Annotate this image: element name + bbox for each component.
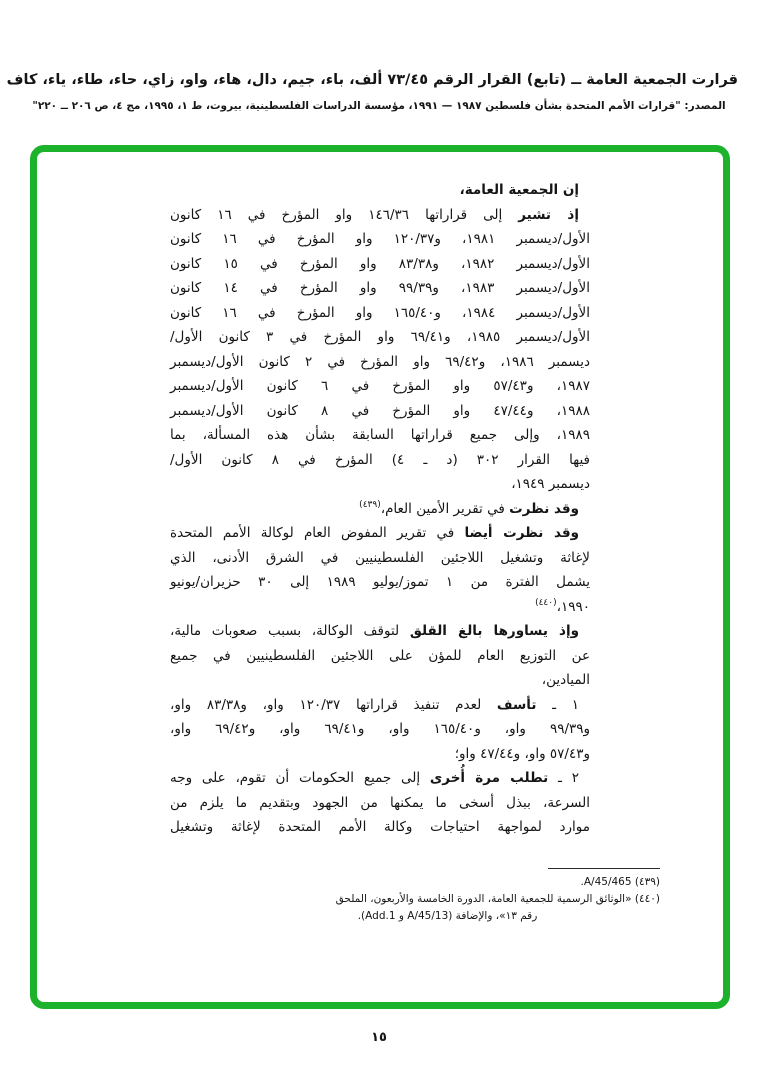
text-segment: ١٩٨٧، و٥٧/٤٣ واو المؤرخ في ٦ كانون الأول/ديسمبر xyxy=(170,378,591,394)
text-segment: ١٩٨٨، و٤٧/٤٤ واو المؤرخ في ٨ كانون الأول/ديسمبر xyxy=(170,402,591,419)
text-line xyxy=(170,301,590,326)
lead-phrase: تطلب مرة أُخرى xyxy=(429,770,549,786)
text-line xyxy=(170,521,590,546)
text-segment: لإغاثة وتشغيل اللاجئين الفلسطينيين في الشرق الأدنى، الذي xyxy=(170,549,590,566)
text-line xyxy=(170,742,590,767)
page-header-title: قرارت الجمعية العامة ــ (تابع) القرار الرقم ٧٣/٤٥ ألف، باء، جيم، دال، هاء، واو، زاي، حاء، طاء، ياء، كاف xyxy=(6,72,738,88)
text-segment: ١ ـ xyxy=(536,696,580,713)
footnote-440-line2: رقم ١٣»، والإضافة (A/45/13 و Add.1). xyxy=(357,910,538,922)
text-line xyxy=(170,423,590,448)
text-segment: فيها القرار ٣٠٢ (د ـ ٤) المؤرخ في ٨ كانون الأول/ xyxy=(170,451,590,468)
text-line xyxy=(170,546,590,571)
text-segment: السرعة، ببذل أسخى ما يمكنها من الجهود وبتقديم ما يلزم من xyxy=(170,794,590,811)
text-segment: و٩٩/٣٩ واو، و١٦٥/٤٠ واو، و٦٩/٤١ واو، و٦٩/٤٢ واو، xyxy=(170,721,591,737)
text-segment: موارد لمواجهة احتياجات وكالة الأمم المتحدة لإغاثة وتشغيل xyxy=(170,819,590,835)
text-segment: ٢ ـ xyxy=(548,770,579,786)
resolution-frame xyxy=(30,145,730,1009)
text-segment: في تقرير الأمين العام، xyxy=(380,500,510,517)
lead-phrase: وقد نظرت xyxy=(509,500,579,517)
text-line xyxy=(170,570,590,595)
footnote-439: (٤٣٩) A/45/465. xyxy=(580,876,660,888)
text-line xyxy=(170,644,590,669)
text-line xyxy=(170,693,590,718)
text-line xyxy=(170,399,590,424)
text-line xyxy=(170,227,590,252)
text-segment: ديسمبر ١٩٨٦، و٦٩/٤٢ واو المؤرخ في ٢ كانون الأول/ديسمبر xyxy=(170,353,590,370)
text-segment: الأول/ديسمبر ١٩٨٣، و٩٩/٣٩ واو المؤرخ في ١٤ كانون xyxy=(170,280,590,296)
text-segment: إلى جميع الحكومات أن تقوم، على وجه xyxy=(170,770,430,786)
text-line xyxy=(170,448,590,473)
text-segment: الميادين، xyxy=(541,672,590,688)
text-line xyxy=(170,766,590,791)
text-segment: ديسمبر ١٩٤٩، xyxy=(511,476,590,492)
text-segment: الأول/ديسمبر ١٩٨٥، و٦٩/٤١ واو المؤرخ في ٣ كانون الأول/ xyxy=(170,329,590,345)
text-segment: عن التوزيع العام للمؤن على اللاجئين الفلسطينيين في جميع xyxy=(170,647,590,664)
text-line xyxy=(170,815,590,840)
text-segment: ١٩٨٩، وإلى جميع قراراتها السابقة بشأن هذه المسألة، بما xyxy=(170,427,590,443)
footnote-reference: (٤٣٩) xyxy=(359,499,381,510)
text-line xyxy=(170,472,590,497)
footnote-440-line1: (٤٤٠) «الوثائق الرسمية للجمعية العامة، الدورة الخامسة والأربعون، الملحق xyxy=(335,893,660,905)
text-segment: يشمل الفترة من ١ تموز/يوليو ١٩٨٩ إلى ٣٠ حزيران/يونيو xyxy=(170,574,590,590)
body-text xyxy=(170,178,590,840)
text-line xyxy=(170,178,590,203)
lead-phrase: وقد نظرت أيضا xyxy=(464,525,580,541)
text-segment: لعدم تنفيذ قراراتها ١٢٠/٣٧ واو، و٨٣/٣٨ واو، xyxy=(170,696,497,713)
footnote-reference: (٤٤٠) xyxy=(535,597,557,608)
lead-phrase: إن الجمعية العامة، xyxy=(459,182,579,198)
text-line xyxy=(170,276,590,301)
text-segment: و٥٧/٤٣ واو، و٤٧/٤٤ واو؛ xyxy=(454,745,590,762)
text-line xyxy=(170,252,590,277)
text-line xyxy=(170,717,590,742)
text-segment: الأول/ديسمبر ١٩٨١، و١٢٠/٣٧ واو المؤرخ في ١٦ كانون xyxy=(170,231,590,247)
text-line xyxy=(170,350,590,375)
text-line xyxy=(170,497,590,522)
text-segment: في تقرير المفوض العام لوكالة الأمم المتحدة xyxy=(170,525,465,541)
footnotes xyxy=(180,868,660,925)
text-segment: لتوقف الوكالة، بسبب صعوبات مالية، xyxy=(170,623,410,639)
text-line xyxy=(170,374,590,399)
page-header-source: المصدر: "قرارات الأمم المتحدة بشأن فلسطين ١٩٨٧ — ١٩٩١، مؤسسة الدراسات الفلسطينية، بيروت، ط ١، ١٩٩٥، مج ٤، ص ٢٠٦ ــ ٢٢٠" xyxy=(32,100,726,112)
text-line xyxy=(170,325,590,350)
text-line xyxy=(170,203,590,228)
lead-phrase: تأسف xyxy=(496,696,537,713)
text-segment: ١٩٩٠، xyxy=(556,598,590,615)
text-line xyxy=(170,595,590,620)
page-number: ١٥ xyxy=(371,1030,387,1045)
text-segment: الأول/ديسمبر ١٩٨٢، و٨٣/٣٨ واو المؤرخ في ١٥ كانون xyxy=(170,255,590,272)
lead-phrase: إذ تشير xyxy=(518,206,579,223)
text-line xyxy=(170,668,590,693)
text-line xyxy=(170,791,590,816)
lead-phrase: وإذ يساورها بالغ القلق xyxy=(409,623,580,639)
text-segment: إلى قراراتها ١٤٦/٣٦ واو المؤرخ في ١٦ كانون xyxy=(170,206,519,223)
text-line xyxy=(170,619,590,644)
footnote-divider xyxy=(548,868,660,869)
text-segment: الأول/ديسمبر ١٩٨٤، و١٦٥/٤٠ واو المؤرخ في ١٦ كانون xyxy=(170,304,590,321)
